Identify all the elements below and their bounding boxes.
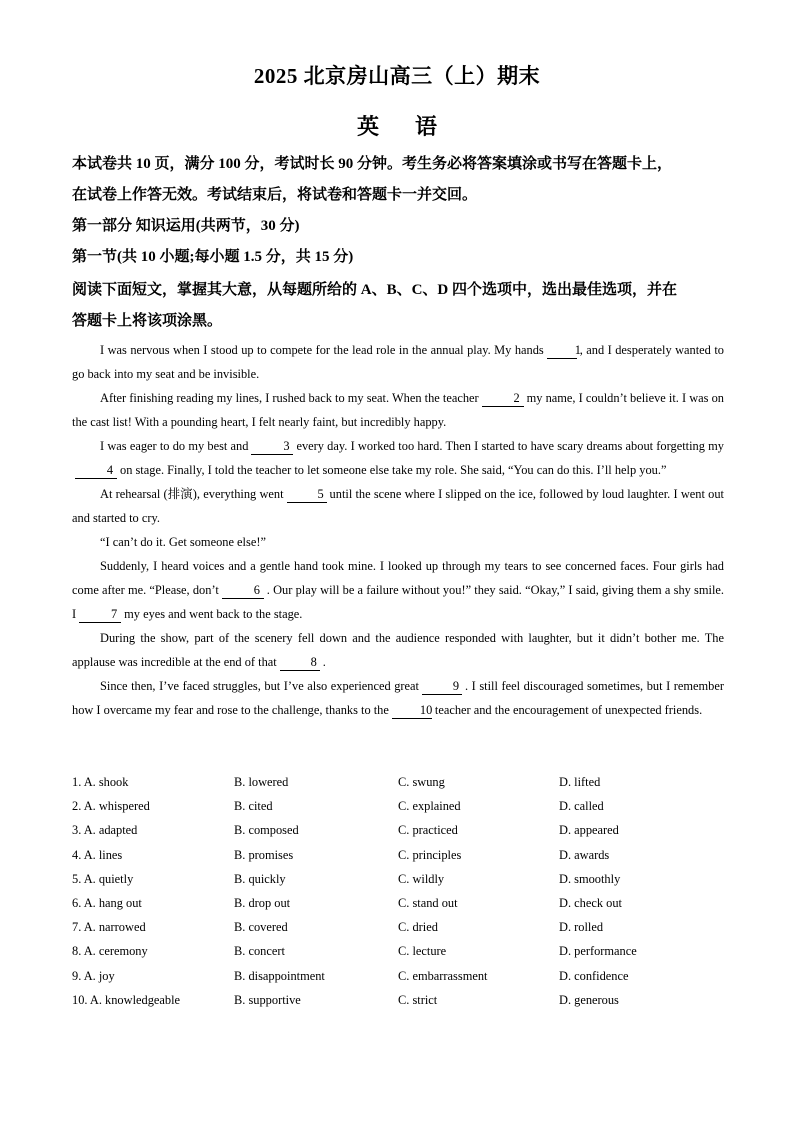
passage-paragraph: During the show, part of the scenery fell down and the audience responded with laughter, but it didn’t bother me. The applause was incredible at the end of that 8 . <box>72 631 724 669</box>
option-row <box>72 920 732 944</box>
blank-5: 5 <box>287 487 327 503</box>
subject-heading: 英语 <box>356 114 473 139</box>
reading-passage <box>72 338 724 722</box>
option-b: B. lowered <box>234 775 289 789</box>
option-c: C. stand out <box>398 895 458 910</box>
blank-2: 2 <box>482 391 524 407</box>
answer-options <box>72 775 732 1017</box>
passage-paragraph: Since then, I’ve faced struggles, but I’ve also experienced great 9 . I still feel discouraged sometimes, but I remember how I overcame my fear and rose to the challenge, thanks to the 10 teacher and the encouragement of unexpected friends. <box>72 679 725 717</box>
option-c: C. lecture <box>398 944 447 959</box>
option-a: 3. A. adapted <box>72 823 138 838</box>
option-d: D. called <box>559 799 604 814</box>
option-c: C. strict <box>398 992 438 1007</box>
option-b: B. concert <box>234 944 285 959</box>
option-a: 9. A. joy <box>72 968 115 983</box>
option-a: 4. A. lines <box>72 847 123 862</box>
option-row <box>72 969 732 993</box>
option-d: D. lifted <box>559 775 601 789</box>
blank-4: 4 <box>75 463 117 479</box>
option-row <box>72 799 732 823</box>
option-a: 8. A. ceremony <box>72 944 148 959</box>
blank-1: 1 <box>547 343 577 359</box>
option-d: D. confidence <box>559 968 629 983</box>
option-d: D. awards <box>559 847 610 862</box>
option-row <box>72 872 732 896</box>
option-c: C. wildly <box>398 871 445 886</box>
option-row <box>72 775 732 799</box>
blank-9: 9 <box>422 679 462 695</box>
option-a: 10. A. knowledgeable <box>72 992 181 1007</box>
passage-paragraph: “I can’t do it. Get someone else!” <box>100 535 266 549</box>
instruction-line-2: 答题卡上将该项涂黑。 <box>72 313 223 329</box>
option-row <box>72 896 732 920</box>
option-c: C. dried <box>398 920 438 935</box>
blank-8: 8 <box>280 655 320 671</box>
option-c: C. practiced <box>398 823 458 838</box>
option-b: B. covered <box>234 920 288 935</box>
option-c: C. principles <box>398 847 462 862</box>
option-d: D. rolled <box>559 920 604 935</box>
part-heading: 第一部分 知识运用(共两节，30 分) <box>72 218 300 234</box>
passage-paragraph: After finishing reading my lines, I rushed back to my seat. When the teacher 2 my name, I couldn’t believe it. I was on the cast list! With a pounding heart, I felt nearly faint, but incredibly happy. <box>72 391 724 429</box>
exam-title: 2025 北京房山高三（上）期末 <box>253 64 541 88</box>
option-a: 1. A. shook <box>72 775 129 789</box>
option-b: B. composed <box>234 823 299 838</box>
option-d: D. generous <box>559 992 619 1007</box>
option-b: B. supportive <box>234 992 301 1007</box>
option-d: D. smoothly <box>559 871 621 886</box>
option-b: B. disappointment <box>234 968 325 983</box>
passage-paragraph: At rehearsal (排演), everything went 5 until the scene where I slipped on the ice, followed by loud laughter. I went out and started to cry. <box>72 487 724 525</box>
option-row <box>72 848 732 872</box>
passage-paragraph: I was nervous when I stood up to compete for the lead role in the annual play. My hands 1, and I desperately wanted to go back into my seat and be invisible. <box>72 343 724 381</box>
option-c: C. embarrassment <box>398 968 488 983</box>
option-b: B. cited <box>234 799 273 814</box>
passage-paragraph: Suddenly, I heard voices and a gentle hand took mine. I looked up through my tears to see concerned faces. Four girls had come after me. “Please, don’t 6 . Our play will be a failure without you!” they said. “Okay,” I said, giving them a shy smile. I 7 my eyes and went back to the stage. <box>72 559 724 621</box>
blank-6: 6 <box>222 583 264 599</box>
option-b: B. drop out <box>234 895 291 910</box>
blank-3: 3 <box>251 439 293 455</box>
option-a: 6. A. hang out <box>72 895 142 910</box>
option-a: 5. A. quietly <box>72 871 134 886</box>
option-b: B. quickly <box>234 871 286 886</box>
option-row <box>72 993 732 1017</box>
option-b: B. promises <box>234 847 294 862</box>
option-row <box>72 823 732 847</box>
option-c: C. swung <box>398 775 445 789</box>
intro-line-1: 本试卷共 10 页，满分 100 分，考试时长 90 分钟。考生务必将答案填涂或书写在答题卡上， <box>72 156 673 172</box>
option-row <box>72 944 732 968</box>
option-d: D. performance <box>559 944 637 959</box>
section-heading: 第一节(共 10 小题;每小题 1.5 分，共 15 分) <box>72 249 354 265</box>
option-a: 2. A. whispered <box>72 799 150 814</box>
blank-7: 7 <box>79 607 121 623</box>
option-d: D. check out <box>559 895 622 910</box>
option-a: 7. A. narrowed <box>72 920 146 935</box>
option-d: D. appeared <box>559 823 619 838</box>
option-c: C. explained <box>398 799 461 814</box>
passage-paragraph: I was eager to do my best and 3 every day. I worked too hard. Then I started to have scary dreams about forgetting my4 on stage. Finally, I told the teacher to let someone else take my role. She said, “You can do this. I’ll help you.” <box>72 434 724 482</box>
blank-10: 10 <box>392 703 432 719</box>
intro-line-2: 在试卷上作答无效。考试结束后，将试卷和答题卡一并交回。 <box>72 187 478 203</box>
instruction-line-1: 阅读下面短文，掌握其大意，从每题所给的 A、B、C、D 四个选项中，选出最佳选项，并在 <box>72 282 678 298</box>
